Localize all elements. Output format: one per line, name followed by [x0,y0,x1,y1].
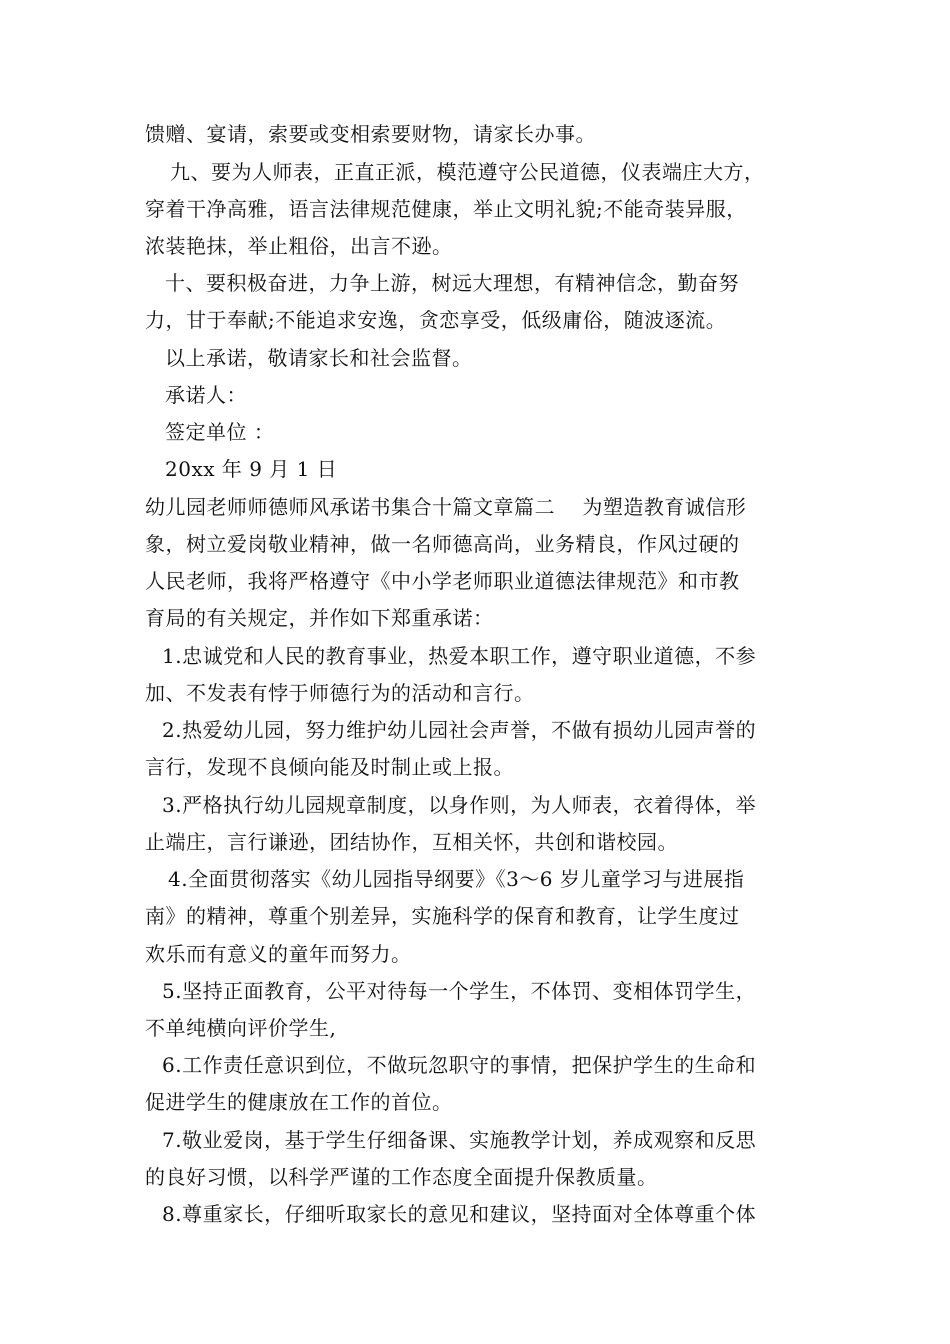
text-line-22: 南》的精神，尊重个别差异，实施科学的保育和教育，让学生度过 [145,904,740,928]
text-line-20: 止端庄，言行谦逊，团结协作，互相关怀，共创和谐校园。 [145,830,678,854]
text-line-18: 言行，发现不良倾向能及时制止或上报。 [145,755,514,779]
text-line-14: 育局的有关规定，并作如下郑重承诺： [145,606,494,630]
text-line-5: 十、要积极奋进，力争上游，树远大理想，有精神信念，勤奋努 [165,271,739,295]
text-line-8: 承诺人： [165,383,247,407]
text-line-4: 浓装艳抹，举止粗俗，出言不逊。 [145,234,453,258]
text-line-24: 5.坚持正面教育，公平对待每一个学生，不体罚、变相体罚学生， [162,979,757,1003]
text-line-15: 1.忠诚党和人民的教育事业，热爱本职工作，遵守职业道德，不参 [162,644,757,668]
text-line-16: 加、不发表有悖于师德行为的活动和言行。 [145,681,535,705]
text-line-13: 人民老师，我将严格遵守《中小学老师职业道德法律规范》和市教 [145,569,740,593]
text-line-7: 以上承诺，敬请家长和社会监督。 [165,346,473,370]
text-line-28: 7.敬业爱岗，基于学生仔细备课、实施教学计划，养成观察和反思 [162,1128,757,1152]
text-line-29: 的良好习惯，以科学严谨的工作态度全面提升保教质量。 [145,1165,658,1189]
text-line-25: 不单纯横向评价学生, [145,1016,337,1040]
text-line-3: 穿着干净高雅，语言法律规范健康，举止文明礼貌;不能奇装异服， [145,197,747,221]
text-line-27: 促进学生的健康放在工作的首位。 [145,1090,453,1114]
text-line-10: 20xx 年 9 月 1 日 [165,457,338,481]
text-line-19: 3.严格执行幼儿园规章制度，以身作则，为人师表，衣着得体，举 [162,793,757,817]
text-line-12: 象，树立爱岗敬业精神，做一名师德高尚，业务精良，作风过硬的 [145,532,740,556]
text-line-11: 幼儿园老师师德师风承诺书集合十篇文章篇二 为塑造教育诚信形 [145,495,747,519]
text-line-1: 馈赠、宴请，索要或变相索要财物，请家长办事。 [145,122,596,146]
text-line-17: 2.热爱幼儿园，努力维护幼儿园社会声誉，不做有损幼儿园声誉的 [162,718,757,742]
text-line-30: 8.尊重家长，仔细听取家长的意见和建议，坚持面对全体尊重个体 [162,1202,757,1226]
text-line-2: 九、要为人师表，正直正派，模范遵守公民道德，仪表端庄大方， [170,160,765,184]
text-line-21: 4.全面贯彻落实《幼儿园指导纲要》《3～6 岁儿童学习与进展指 [168,867,745,891]
text-line-23: 欢乐而有意义的童年而努力。 [145,942,412,966]
text-line-9: 签定单位 ： [165,420,275,444]
text-line-26: 6.工作责任意识到位，不做玩忽职守的事情，把保护学生的生命和 [162,1053,757,1077]
text-line-6: 力，甘于奉献;不能追求安逸，贪恋享受，低级庸俗，随波逐流。 [145,308,727,332]
